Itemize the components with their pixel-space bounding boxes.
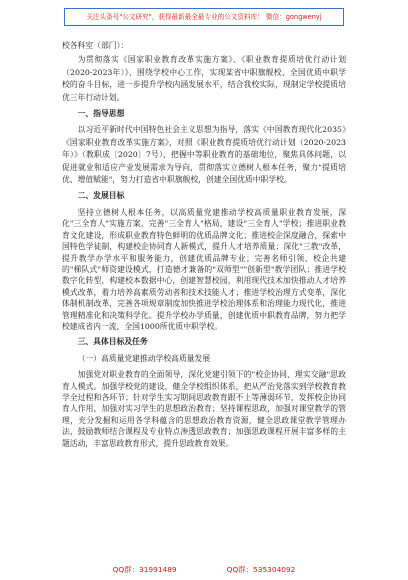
intro-paragraph: 为贯彻落实《国家职业教育改革实施方案》、《职业教育提质培优行动计划（2020-2023年）》，围绕学校中心工作，实现某省中职旗舰校、全国优质中职学校的奋斗目标，进一步提升学校内涵发展水平，结合我校实际，现制定学校提质培优三年行动计划。 xyxy=(62,55,346,102)
section-heading-development-goals: 二、发展目标 xyxy=(77,191,125,201)
subsection-heading-party-building: （一）高质量党建推动学校高质量发展 xyxy=(77,353,211,363)
section-heading-specific-goals: 三、具体目标及任务 xyxy=(77,337,148,347)
footer-contact xyxy=(62,564,346,575)
footer-qq-group-2: QQ群：535304092 xyxy=(226,565,296,574)
footer-qq-group-1: QQ群：31991489 xyxy=(112,565,177,574)
section-heading-guiding-ideology: 一、指导思想 xyxy=(77,109,125,119)
development-goals-paragraph: 坚持立德树人根本任务，以高质量党建推动学校高质量职业教育发展，深化"三全育人"实施方案，完善"三全育人"格局，建设"三全育人"学校；推进职业教育文化建设，形成职业教育特色鲜明的优质品牌文化；推进校企深度融合，探索中国特色学徒制，构建校企协同育人新模式，提升人才培养质量；深化"三教"改革，提升教学办学水平和服务能力，创建优质品牌专业；完善名师引领、校企共建的"梯队式"师资建设模式，打造德才兼备的"双师型""创新型"教学团队；推进学校数字化转型，构建校本数据中心，创建智慧校园，利用现代技术加快推动人才培养模式改革，着力培养高素质劳动者和技术技能人才；推进学校治理方式变革，深化体制机制改革，完善各项规章制度加快推进学校治理体系和治理能力现代化，推进管理精准化和决策科学化。提升学校办学质量，创建优质中职教育品牌，努力把学校建成省内一流，全国1000所优质中职学校。 xyxy=(62,207,346,331)
party-building-paragraph: 加强党对职业教育的全面领导，深化党建引领下的"校企协同、理实交融"思政育人模式。加强学校党的建设，健全学校组织体系，把从严治党落实到学校教育教学全过程和各环节；针对学生实习期间思政教育跟不上等薄弱环节，发挥校企协同育人作用，加强对实习学生的思想政治教育；坚持课程思政，加强对课堂教学的管理，充分发掘和运用各学科蕴含的思想政治教育资源，健全思政课堂教学管理办法，鼓励教师结合课程及专业特点渗透思政教育；加强思政课程开展丰富多样的主题活动，丰富思政教育形式，提升思政教育效果。 xyxy=(62,370,346,448)
guiding-ideology-paragraph: 以习近平新时代中国特色社会主义思想为指导，落实《中国教育现代化2035》《国家职业教育改革实施方案》，对照《职业教育提质培优行动计划（2020-2023年）》（教职成〔2020〕7号），把握中等职业教育的基础地位，聚焦具体问题，以促进就业和适应产业发展需求为导向，贯彻落实立德树人根本任务，聚力"提质培优、增值赋能"，努力打造省中职旗舰校，创建全国优质中职学校。 xyxy=(62,125,346,185)
addressee: 校各科室（部门）： xyxy=(62,41,129,50)
promo-banner: 关注头条号"公文研究"，获得最新最全最专业的公文资料库！ 微信：gongwenyj xyxy=(64,8,344,26)
document-body xyxy=(62,40,346,449)
